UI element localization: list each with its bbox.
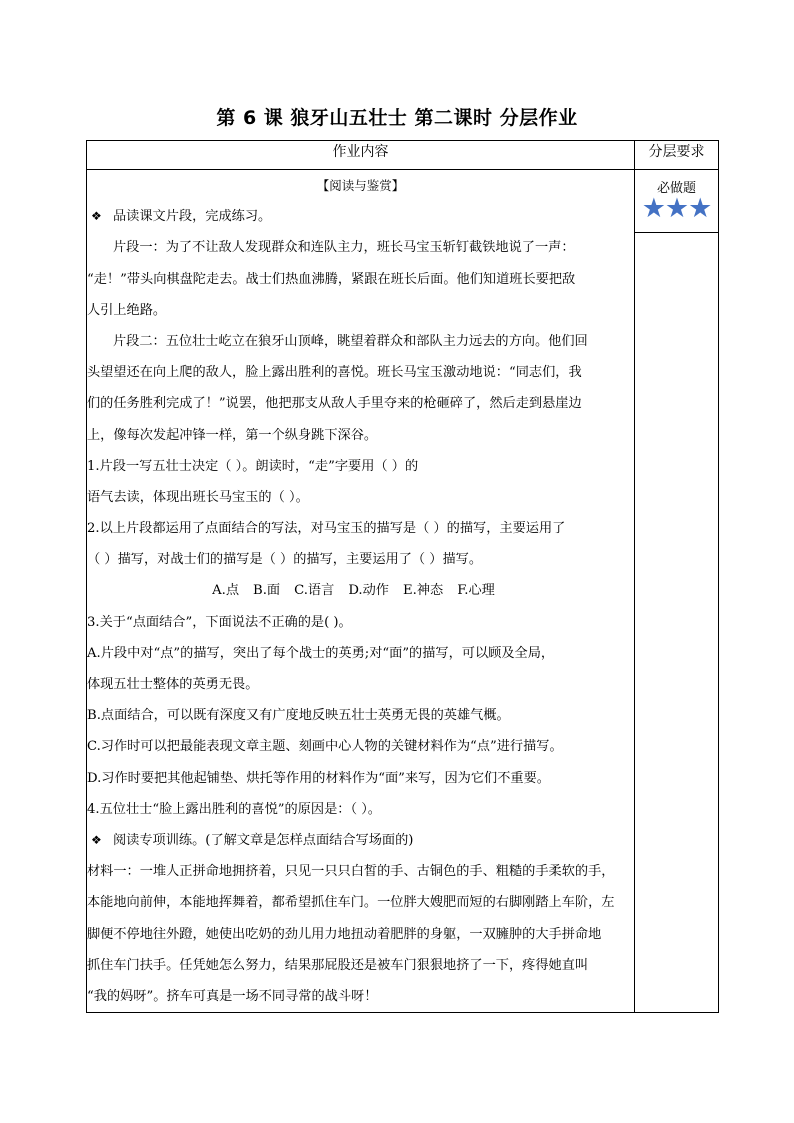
option-c: C.语言 <box>294 583 335 599</box>
question-3-option: D.习作时要把其他起铺垫、烘托等作用的材料作为“面”来写，因为它们不重要。 <box>87 770 550 786</box>
question-3-line: 3.关于“点面结合”，下面说法不正确的是( )。 <box>87 614 352 630</box>
fragment-2-line: 们的任务胜利完成了！”说罢，他把那支从敌人手里夺来的枪砸碎了，然后走到悬崖边 <box>87 396 582 412</box>
task-1-line <box>87 201 634 232</box>
option-a: A.点 <box>212 583 240 599</box>
fragment-1-line: 片段一：为了不让敌人发现群众和连队主力，班长马宝玉斩钉截铁地说了一声： <box>113 240 575 256</box>
fragment-2-line: 头望望还在向上爬的敌人，脸上露出胜利的喜悦。班长马宝玉激动地说：“同志们，我 <box>87 365 582 381</box>
homework-content-cell <box>87 170 635 1013</box>
fragment-1-line: “走！”带头向棋盘陀走去。战士们热血沸腾，紧跟在班长后面。他们知道班长要把敌 <box>87 271 576 287</box>
question-2-line: 2.以上片段都运用了点面结合的写法，对马宝玉的描写是（ ）的描写，主要运用了 <box>87 521 566 537</box>
task-1-text: 品读课文片段，完成练习。 <box>113 209 272 225</box>
material-1-line: 脚便不停地往外蹬，她使出吃奶的劲儿用力地扭动着肥胖的身躯，一双臃肿的大手拼命地 <box>87 926 602 942</box>
section-heading: 【阅读与鉴赏】 <box>316 178 405 193</box>
question-1-line: 1.片段一写五壮士决定（ ）。朗读时，“走”字要用（ ）的 <box>87 458 419 474</box>
question-1-line: 语气去读，体现出班长马宝玉的（ ）。 <box>87 489 309 505</box>
answer-options <box>87 575 634 606</box>
diamond-bullet-icon: ❖ <box>91 209 102 224</box>
material-1-line: 抓住车门扶手。任凭她怎么努力，结果那屁股还是被车门狠狠地挤了一下，疼得她直叫 <box>87 957 589 973</box>
question-3-option: B.点面结合，可以既有深度又有广度地反映五壮士英勇无畏的英雄气概。 <box>87 708 510 724</box>
table-header-row <box>87 141 719 170</box>
homework-table <box>86 140 719 1013</box>
question-3-option: A.片段中对“点”的描写，突出了每个战士的英勇;对“面”的描写，可以顾及全局， <box>87 645 555 661</box>
diamond-bullet-icon: ❖ <box>91 832 102 847</box>
option-b: B.面 <box>253 583 281 599</box>
task-2-text: 阅读专项训练。(了解文章是怎样点面结合写场面的) <box>113 832 414 848</box>
task-2-line <box>87 825 634 856</box>
level-requirement-cell <box>635 170 719 1013</box>
fragment-2-line: 片段二：五位壮士屹立在狼牙山顶峰，眺望着群众和部队主力远去的方向。他们回 <box>113 333 588 349</box>
option-f: F.心理 <box>457 583 495 599</box>
question-2-line: （ ）描写，对战士们的描写是（ ）的描写，主要运用了（ ）描写。 <box>87 552 483 568</box>
level-column-header: 分层要求 <box>635 141 719 170</box>
option-d: D.动作 <box>348 583 389 599</box>
question-3-option: C.习作时可以把最能表现文章主题、刻画中心人物的关键材料作为“点”进行描写。 <box>87 739 563 755</box>
material-1-line: 本能地向前伸，本能地挥舞着，都希望抓住车门。一位胖大嫂肥而短的右脚刚踏上车阶，左 <box>87 895 615 911</box>
table-body-row <box>87 170 719 1013</box>
fragment-1-line: 人引上绝路。 <box>87 302 167 318</box>
material-1-line: “我的妈呀”。挤车可真是一场不同寻常的战斗呀！ <box>87 988 378 1004</box>
level-block <box>635 170 718 233</box>
question-4-line: 4.五位壮士“脸上露出胜利的喜悦”的原因是：（ ）。 <box>87 801 381 817</box>
option-e: E.神态 <box>402 583 444 599</box>
material-1-line: 材料一：一堆人正拼命地拥挤着，只见一只只白皙的手、古铜色的手、粗糙的手柔软的手， <box>87 864 615 880</box>
required-label: 必做题 <box>656 181 696 196</box>
fragment-2-line: 上，像每次发起冲锋一样，第一个纵身跳下深谷。 <box>87 427 378 443</box>
content-column-header: 作业内容 <box>87 141 635 170</box>
question-3-option: 体现五壮士整体的英勇无畏。 <box>87 677 259 692</box>
page-title: 第 6 课 狼牙山五壮士 第二课时 分层作业 <box>216 107 578 129</box>
three-star-icon: ★★★ <box>641 193 712 224</box>
